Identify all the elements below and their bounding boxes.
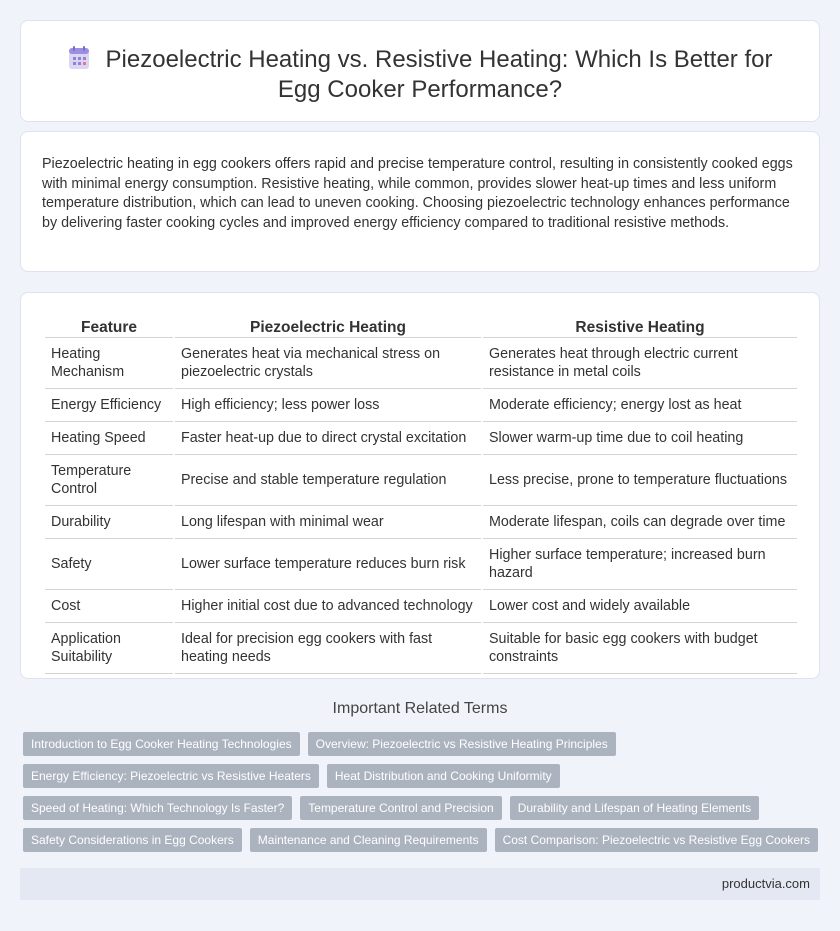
related-tag[interactable]: Overview: Piezoelectric vs Resistive Heating Principles — [308, 732, 616, 756]
feature-cell: Application Suitability — [45, 623, 173, 674]
piezoelectric-cell: Higher initial cost due to advanced technology — [175, 590, 481, 623]
feature-cell: Cost — [45, 590, 173, 623]
related-terms-heading: Important Related Terms — [332, 700, 508, 717]
table-row — [45, 338, 797, 389]
document-icon — [68, 46, 90, 70]
table-row — [45, 506, 797, 539]
resistive-cell: Moderate lifespan, coils can degrade over time — [483, 506, 797, 539]
header-feature: Feature — [45, 317, 173, 338]
related-tags-row — [23, 764, 568, 788]
title-line-2: Egg Cooker Performance? — [277, 76, 563, 103]
table-header-row — [45, 317, 797, 338]
table-row — [45, 422, 797, 455]
piezoelectric-cell: Long lifespan with minimal wear — [175, 506, 481, 539]
table-row — [45, 389, 797, 422]
piezoelectric-cell: High efficiency; less power loss — [175, 389, 481, 422]
related-tag[interactable]: Cost Comparison: Piezoelectric vs Resistive Egg Cookers — [495, 828, 818, 852]
table-row — [45, 539, 797, 590]
title-card — [20, 20, 820, 122]
piezoelectric-cell: Ideal for precision egg cookers with fast heating needs — [175, 623, 481, 674]
related-tag[interactable]: Heat Distribution and Cooking Uniformity — [327, 764, 560, 788]
page-title — [21, 45, 819, 105]
piezoelectric-cell: Precise and stable temperature regulation — [175, 455, 481, 506]
related-tag[interactable]: Speed of Heating: Which Technology Is Faster? — [23, 796, 292, 820]
feature-cell: Heating Mechanism — [45, 338, 173, 389]
related-tag[interactable]: Temperature Control and Precision — [300, 796, 501, 820]
resistive-cell: Suitable for basic egg cookers with budget constraints — [483, 623, 797, 674]
resistive-cell: Moderate efficiency; energy lost as heat — [483, 389, 797, 422]
related-tag[interactable]: Durability and Lifespan of Heating Elements — [510, 796, 759, 820]
resistive-cell: Generates heat through electric current resistance in metal coils — [483, 338, 797, 389]
feature-cell: Temperature Control — [45, 455, 173, 506]
footer-site-link[interactable]: productvia.com — [721, 876, 810, 891]
resistive-cell: Lower cost and widely available — [483, 590, 797, 623]
related-tags-row — [23, 796, 767, 820]
header-resistive: Resistive Heating — [483, 317, 797, 338]
related-tag[interactable]: Introduction to Egg Cooker Heating Technologies — [23, 732, 300, 756]
resistive-cell: Less precise, prone to temperature fluctuations — [483, 455, 797, 506]
table-row — [45, 455, 797, 506]
feature-cell: Energy Efficiency — [45, 389, 173, 422]
footer — [20, 868, 820, 900]
intro-paragraph: Piezoelectric heating in egg cookers offers rapid and precise temperature control, resulting in consistently cooked eggs with minimal energy consumption. Resistive heating, while common, provides slower heat-up times and less uniform temperature distribution, which can lead to uneven cooking. Choosing piezoelectric technology enhances performance by delivering faster cooking cycles and improved energy efficiency compared to traditional resistive methods. — [42, 156, 793, 232]
piezoelectric-cell: Faster heat-up due to direct crystal excitation — [175, 422, 481, 455]
related-tags-row — [23, 732, 624, 756]
table-row — [45, 590, 797, 623]
feature-cell: Safety — [45, 539, 173, 590]
resistive-cell: Slower warm-up time due to coil heating — [483, 422, 797, 455]
feature-cell: Durability — [45, 506, 173, 539]
related-tag[interactable]: Energy Efficiency: Piezoelectric vs Resistive Heaters — [23, 764, 319, 788]
comparison-card — [20, 292, 820, 679]
related-tag[interactable]: Maintenance and Cleaning Requirements — [250, 828, 487, 852]
feature-cell: Heating Speed — [45, 422, 173, 455]
piezoelectric-cell: Lower surface temperature reduces burn risk — [175, 539, 481, 590]
header-piezoelectric: Piezoelectric Heating — [175, 317, 481, 338]
comparison-table — [43, 317, 799, 674]
piezoelectric-cell: Generates heat via mechanical stress on piezoelectric crystals — [175, 338, 481, 389]
related-tags-row — [23, 828, 826, 852]
title-line-1: Piezoelectric Heating vs. Resistive Heating: Which Is Better for — [105, 46, 773, 73]
related-tag[interactable]: Safety Considerations in Egg Cookers — [23, 828, 242, 852]
table-row — [45, 623, 797, 674]
resistive-cell: Higher surface temperature; increased burn hazard — [483, 539, 797, 590]
intro-card — [20, 131, 820, 272]
